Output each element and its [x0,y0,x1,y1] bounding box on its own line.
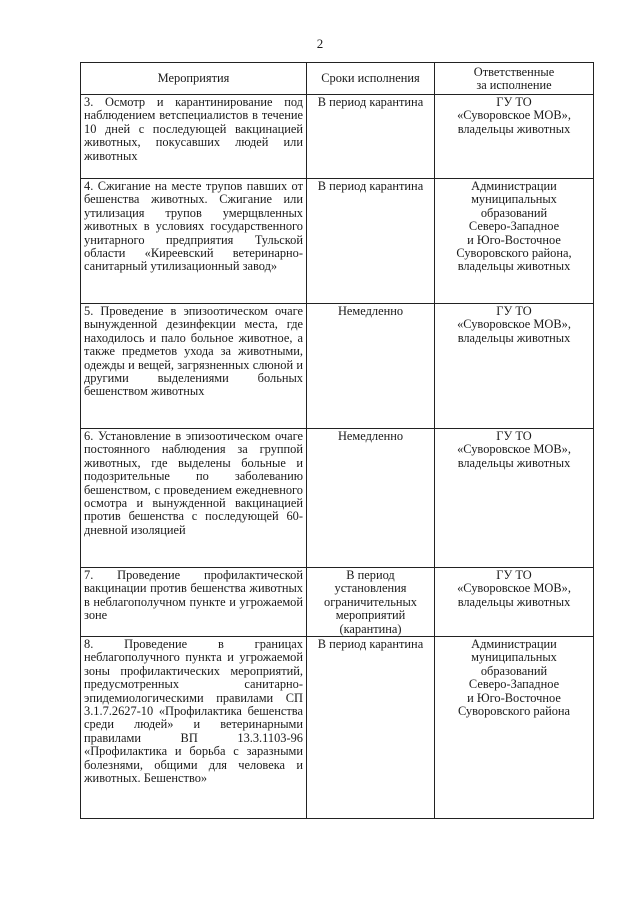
header-measures: Мероприятия [81,63,307,95]
table-row [81,95,594,179]
responsible-cell: ГУ ТО «Суворовское МОВ», владельцы животных [435,429,594,568]
responsible-cell: Администрации муниципальных образований Северо-Западное и Юго-Восточное Суворовского района, владельцы животных [435,179,594,304]
term-cell: В период карантина [307,179,435,304]
header-terms: Сроки исполнения [307,63,435,95]
term-cell: В период карантина [307,637,435,819]
measure-cell: 3. Осмотр и карантинирование под наблюдением ветспециалистов в течение 10 дней с последующей вакцинацией животных, покусавших людей или животных [81,95,307,179]
table-row [81,637,594,819]
responsible-cell: Администрации муниципальных образований Северо-Западное и Юго-Восточное Суворовского района [435,637,594,819]
measures-table [80,62,594,819]
responsible-cell: ГУ ТО «Суворовское МОВ», владельцы животных [435,304,594,429]
term-cell: Немедленно [307,429,435,568]
term-cell: В период карантина [307,95,435,179]
measure-cell: 6. Установление в эпизоотическом очаге постоянного наблюдения за группой животных, где выделены больные и подозрительные по заболеванию бешенством, с проведением ежедневного осмотра и вынужденной вакцинацией против бешенства с последующей 60-дневной изоляцией [81,429,307,568]
table-row [81,429,594,568]
table-header-row [81,63,594,95]
table-row [81,304,594,429]
responsible-cell: ГУ ТО «Суворовское МОВ», владельцы животных [435,568,594,637]
measure-cell: 4. Сжигание на месте трупов павших от бешенства животных. Сжигание или утилизация трупов умерщвленных животных в условиях государственного унитарного предприятия Тульской области «Киреевский ветеринарно-санитарный утилизационный завод» [81,179,307,304]
table-row [81,568,594,637]
header-responsible: Ответственные за исполнение [435,63,594,95]
measure-cell: 7. Проведение профилактической вакцинации против бешенства животных в неблагополучном пункте и угрожаемой зоне [81,568,307,637]
term-cell: Немедленно [307,304,435,429]
page-number: 2 [316,36,324,51]
measure-cell: 8. Проведение в границах неблагополучного пункта и угрожаемой зоны профилактических мероприятий, предусмотренных санитарно-эпидемиологическими правилами СП 3.1.7.2627-10 «Профилактика бешенства среди людей» и ветеринарными правилами ВП 13.3.1103-96 «Профилактика и борьба с заразными болезнями, общими для человека и животных. Бешенство» [81,637,307,819]
table-row [81,179,594,304]
responsible-cell: ГУ ТО «Суворовское МОВ», владельцы животных [435,95,594,179]
term-cell: В период установления ограничительных мероприятий (карантина) [307,568,435,637]
measure-cell: 5. Проведение в эпизоотическом очаге вынужденной дезинфекции места, где находилось и пало больное животное, а также предметов ухода за животными, одежды и вещей, загрязненных слюной и другими выделениями больных бешенством животных [81,304,307,429]
